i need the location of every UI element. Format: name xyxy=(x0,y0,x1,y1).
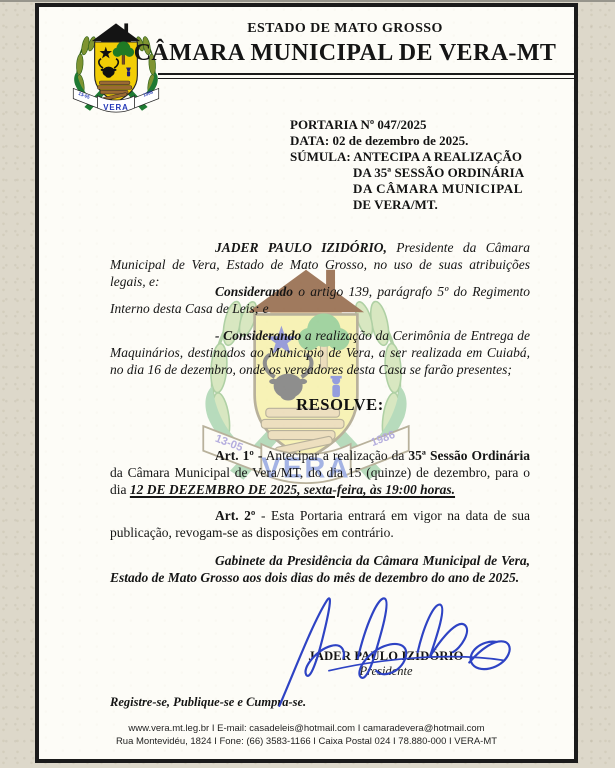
portaria-date: DATA: 02 de dezembro de 2025. xyxy=(290,133,469,148)
state-name: ESTADO DE MATO GROSSO xyxy=(247,21,443,36)
letterhead xyxy=(127,21,563,67)
considerando-lead: Considerando xyxy=(215,284,294,299)
new-session-date: 12 DE DEZEMBRO DE 2025, sexta-feira, às 19:00 horas. xyxy=(129,482,456,497)
paragraph-art-2 xyxy=(110,507,530,541)
article-lead: Art. 2º xyxy=(215,508,256,523)
paragraph-gabinete: Gabinete da Presidência da Câmara Municipal de Vera, Estado de Mato Grosso aos dois dias do mês de dezembro do ano de 2025. xyxy=(110,553,530,585)
portaria-number: PORTARIA Nº 047/2025 xyxy=(290,117,427,132)
signatory-role: Presidente xyxy=(359,664,413,678)
document-page xyxy=(35,3,578,763)
considerando-text: a realização da Cerimônia de Entrega de Maquinários, destinados ao Município de Vera, a ser realizada em Cuiabá, no dia 16 de dezembro, onde os vereadores desta Casa se farão presentes; xyxy=(110,328,530,377)
preamble-text: Presidente da Câmara Municipal de Vera, Estado de Mato Grosso, no uso de suas atribuições legais, e: xyxy=(110,240,530,289)
footer-web-email: www.vera.mt.leg.br I E-mail: casadeleis@hotmail.com I camaradevera@hotmail.com xyxy=(128,723,485,734)
session-name: 35ª Sessão Ordinária xyxy=(408,448,530,463)
sumula-line-4: DE VERA/MT. xyxy=(353,197,438,212)
article-text: Antecipar a realização da xyxy=(262,448,409,463)
considerando-text: o artigo 139, parágrafo 5º do Regimento Interno desta Casa de Leis; e xyxy=(110,284,530,316)
footer-address: Rua Montevidéu, 1824 I Fone: (66) 3583-1166 I Caixa Postal 024 I 78.880-000 I VERA-MT xyxy=(115,736,498,747)
paragraph-considerando-2 xyxy=(110,327,530,378)
article-lead: Art. 1º - xyxy=(215,448,263,463)
footer-contact-block xyxy=(39,722,574,748)
paragraph-considerando-1 xyxy=(110,283,530,317)
signature-stroke xyxy=(418,605,467,657)
paragraph-art-1 xyxy=(110,447,530,498)
sumula-line-2: DA 35ª SESSÃO ORDINÁRIA xyxy=(353,165,525,180)
sumula-line-1: SÚMULA: ANTECIPA A REALIZAÇÃO xyxy=(290,149,522,164)
signature-stroke xyxy=(279,598,344,705)
portaria-meta-block xyxy=(290,117,560,213)
signature-stroke xyxy=(358,598,406,678)
handwritten-signature xyxy=(267,585,525,709)
signatory-name: JADER PAULO IZIDÓRIO xyxy=(308,649,464,663)
scan-edge xyxy=(0,0,615,2)
considerando-lead: - Considerando xyxy=(215,328,302,343)
signature-stroke xyxy=(469,641,509,669)
article-text: da Câmara Municipal de Vera/MT, do dia 15 (quinze) de dezembro, para o dia xyxy=(110,465,530,497)
president-name-inline: JADER PAULO IZIDÓRIO, xyxy=(215,240,387,255)
organization-name: CÂMARA MUNICIPAL DE VERA-MT xyxy=(133,40,557,66)
header-divider xyxy=(158,73,574,79)
closing-formula: Registre-se, Publique-se e Cumpra-se. xyxy=(110,695,307,709)
sumula-line-3: DA CÂMARA MUNICIPAL xyxy=(353,181,524,196)
resolve-heading: RESOLVE: xyxy=(296,395,384,414)
article-text: - Esta Portaria entrará em vigor na data de sua publicação, revogam-se as disposições em contrário. xyxy=(110,508,530,540)
